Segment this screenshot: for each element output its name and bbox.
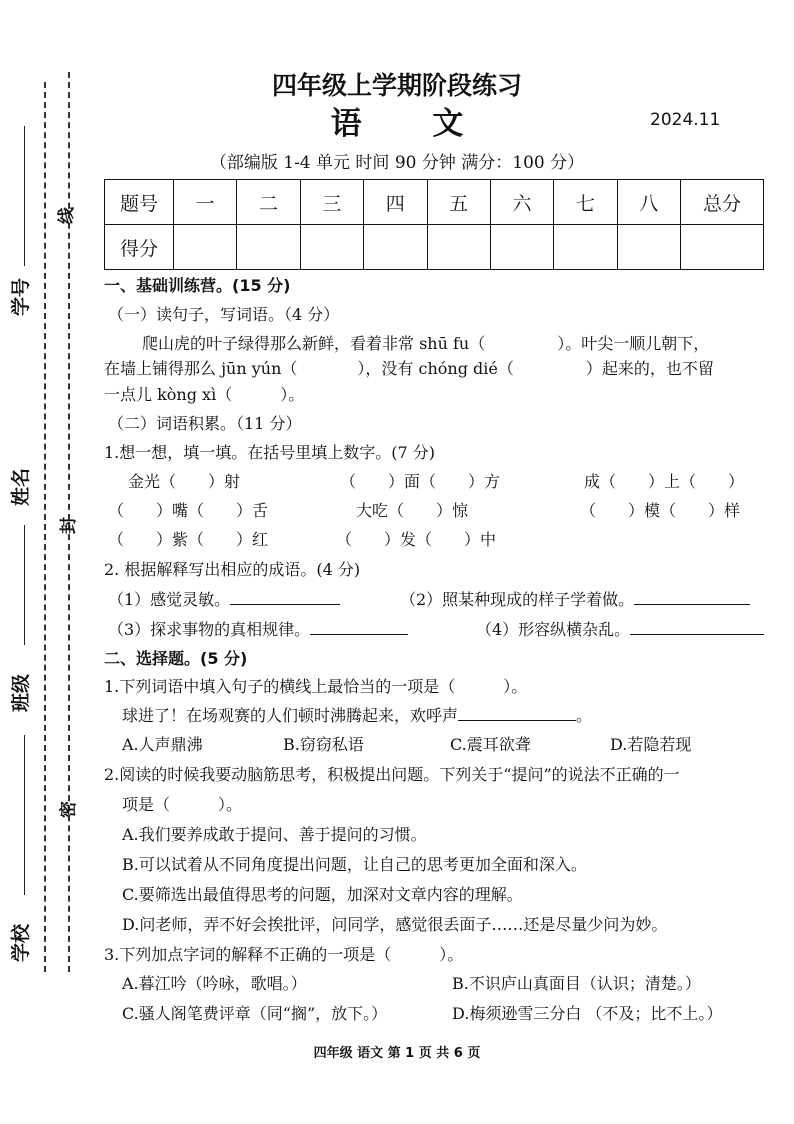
school-label: 学校	[10, 923, 32, 962]
option-item[interactable]: C.要筛选出最值得思考的问题，加深对文章内容的理解。	[122, 885, 523, 904]
subject-title: 语 文	[330, 106, 494, 142]
passage-text: ）起来的，也不留	[585, 359, 714, 378]
score-row-label: 得分	[105, 225, 174, 270]
passage-line-3: 一点儿 kòng xì（ ）。	[104, 385, 305, 404]
option-item[interactable]: C.骚人阁笔费评章（同“搁”，放下。）	[122, 1004, 388, 1023]
question-2-2-stem-line1: 2.阅读的时候我要动脑筋思考，积极提出问题。下列关于“提问”的说法不正确的一	[104, 765, 680, 784]
option-item[interactable]: C.震耳欲聋	[450, 735, 531, 754]
class-label: 班级	[10, 673, 32, 712]
option-item[interactable]: B.窃窃私语	[283, 735, 364, 754]
fill-item[interactable]: 金光（ ）射	[128, 472, 241, 491]
fill-item[interactable]: （ ）紫（ ）红	[108, 530, 269, 549]
score-input-cell[interactable]	[237, 225, 300, 270]
idiom-item-2	[400, 590, 750, 610]
option-item[interactable]: A.暮江吟（吟咏，歌唱。）	[122, 974, 307, 993]
option-item[interactable]: D.问老师，弄不好会挨批评，问同学，感觉很丢面子……还是尽量少问为妙。	[122, 915, 668, 934]
question-1-2: 2. 根据解释写出相应的成语。(4 分)	[104, 560, 361, 579]
seal-feng: 封	[59, 517, 79, 534]
question-2-1-sentence	[122, 706, 592, 726]
passage-text: ），没有 chóng dié（	[357, 359, 514, 378]
student-id-label: 学号	[10, 277, 32, 316]
fill-item[interactable]: （ ）面（ ）方	[340, 472, 501, 491]
sentence-text: 球进了！在场观赛的人们顿时沸腾起来，欢呼声	[122, 706, 459, 725]
score-table	[104, 179, 764, 270]
score-cell-header: 八	[617, 180, 680, 225]
score-cell-label: 题号	[105, 180, 174, 225]
section2-heading: 二、选择题。(5 分)	[104, 649, 248, 668]
option-item[interactable]: D.若隐若现	[610, 735, 692, 754]
option-item[interactable]: B.不识庐山真面目（认识；清楚。）	[452, 974, 701, 993]
section1-heading: 一、基础训练营。(15 分)	[104, 276, 291, 295]
score-input-cell[interactable]	[174, 225, 237, 270]
idiom-item-3	[108, 620, 408, 640]
score-cell-total-header: 总分	[681, 180, 764, 225]
score-input-cell[interactable]	[300, 225, 363, 270]
fill-item[interactable]: 成（ ）上（ ）	[584, 472, 745, 491]
score-input-cell[interactable]	[617, 225, 680, 270]
idiom-answer-line[interactable]	[310, 620, 408, 635]
passage-text: ）。叶尖一顺儿朝下，	[557, 334, 710, 353]
fill-item[interactable]: （ ）发（ ）中	[336, 530, 497, 549]
score-cell-header: 一	[174, 180, 237, 225]
score-table-score-row	[105, 225, 764, 270]
idiom-prompt: （1）感觉灵敏。	[108, 590, 231, 609]
question-1-1: 1.想一想，填一填。在括号里填上数字。(7 分)	[104, 443, 436, 462]
option-item[interactable]: B.可以试着从不同角度提出问题，让自己的思考更加全面和深入。	[122, 855, 587, 874]
binding-dashed-line	[44, 82, 46, 972]
question-2-1-stem: 1.下列词语中填入句子的横线上最恰当的一项是（ ）。	[104, 677, 528, 696]
score-cell-header: 五	[427, 180, 490, 225]
idiom-prompt: （4）形容纵横杂乱。	[476, 620, 631, 639]
score-input-cell-total[interactable]	[681, 225, 764, 270]
seal-mi: 密	[59, 801, 79, 818]
passage-line-1	[142, 334, 709, 354]
score-cell-header: 七	[554, 180, 617, 225]
name-line	[24, 525, 25, 645]
question-2-2-stem-line2: 项是（ ）。	[122, 795, 243, 814]
score-cell-header: 四	[364, 180, 427, 225]
page-footer: 四年级 语文 第 1 页 共 6 页	[313, 1046, 481, 1061]
fill-item[interactable]: （ ）模（ ）样	[580, 501, 741, 520]
idiom-item-4	[476, 620, 764, 640]
exam-date: 2024.11	[650, 110, 721, 130]
option-item[interactable]: D.梅须逊雪三分白 （不及；比不上。）	[452, 1004, 723, 1023]
idiom-answer-line[interactable]	[230, 590, 340, 605]
seal-xian: 线	[57, 207, 77, 224]
sentence-end: 。	[576, 706, 593, 725]
score-input-cell[interactable]	[364, 225, 427, 270]
student-id-line	[24, 126, 25, 266]
score-cell-header: 三	[300, 180, 363, 225]
part1-heading: （一）读句子，写词语。（4 分）	[108, 305, 340, 324]
fill-item[interactable]: 大吃（ ）惊	[356, 501, 469, 520]
question-2-3-stem: 3.下列加点字词的解释不正确的一项是（ ）。	[104, 945, 464, 964]
idiom-prompt: （3）探求事物的真相规律。	[108, 620, 311, 639]
idiom-item-1	[108, 590, 340, 610]
idiom-answer-line[interactable]	[630, 620, 764, 635]
idiom-prompt: （2）照某种现成的样子学着做。	[400, 590, 635, 609]
score-input-cell[interactable]	[554, 225, 617, 270]
score-input-cell[interactable]	[427, 225, 490, 270]
score-table-header-row	[105, 180, 764, 225]
part2-heading: （二）词语积累。（11 分）	[108, 414, 302, 433]
option-item[interactable]: A.我们要养成敢于提问、善于提问的习惯。	[122, 825, 427, 844]
passage-text: 在墙上铺得那么 jūn yún（	[104, 359, 298, 378]
option-item[interactable]: A.人声鼎沸	[122, 735, 203, 754]
score-cell-header: 二	[237, 180, 300, 225]
exam-subtitle: （部编版 1-4 单元 时间 90 分钟 满分：100 分）	[209, 153, 585, 173]
idiom-answer-line[interactable]	[634, 590, 750, 605]
score-cell-header: 六	[490, 180, 553, 225]
class-line	[24, 735, 25, 895]
score-input-cell[interactable]	[490, 225, 553, 270]
passage-text: 爬山虎的叶子绿得那么新鲜，看着非常 shū fu（	[142, 334, 486, 353]
page-title: 四年级上学期阶段练习	[271, 71, 522, 100]
name-label: 姓名	[10, 467, 32, 506]
sentence-blank[interactable]	[458, 706, 576, 721]
fill-item[interactable]: （ ）嘴（ ）舌	[108, 501, 269, 520]
passage-line-2	[104, 359, 714, 379]
